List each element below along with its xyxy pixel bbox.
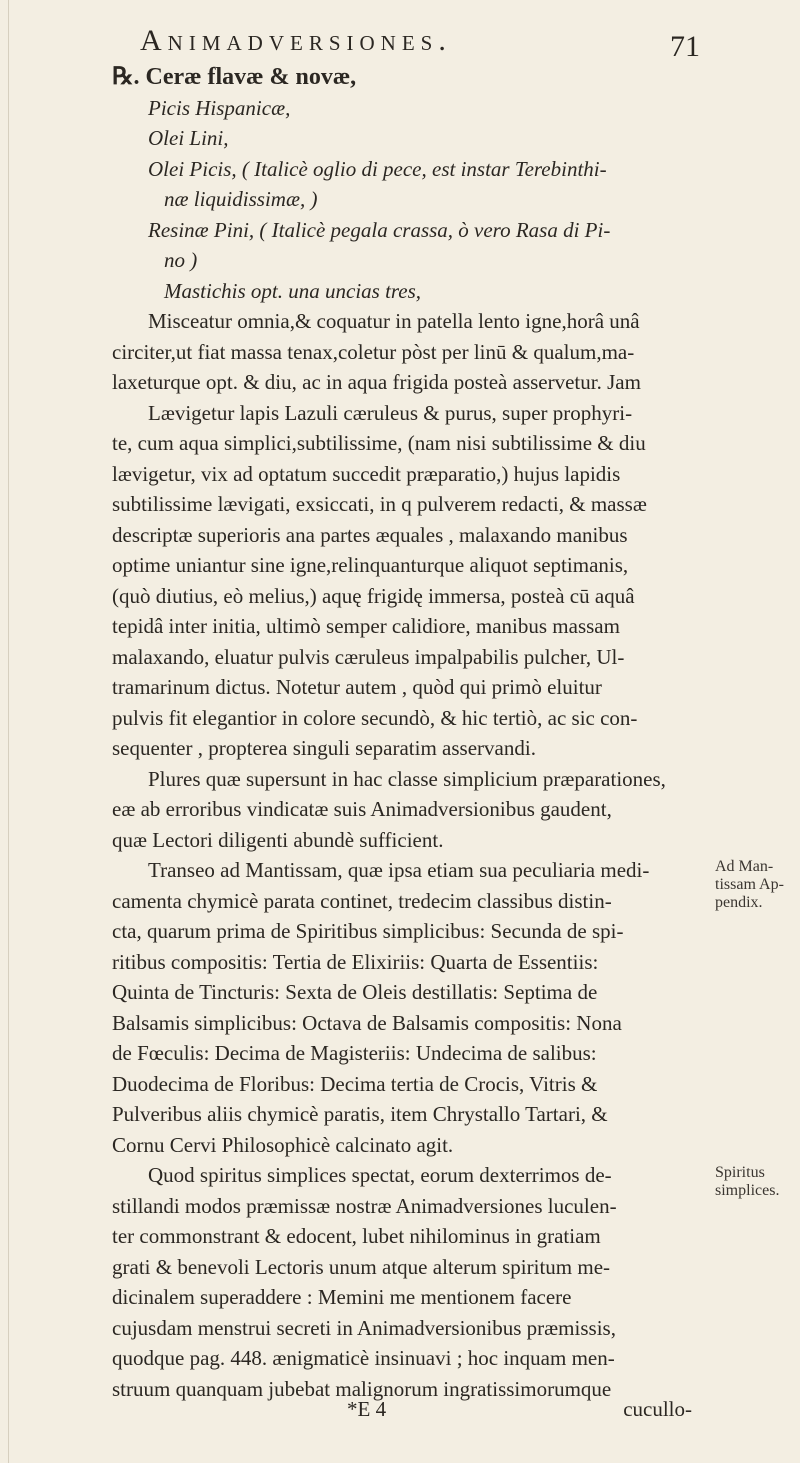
margin-note-line: simplices. [715, 1182, 780, 1199]
margin-note-spiritus [715, 1164, 800, 1200]
text-line: optime uniantur sine igne,relinquanturque aliquot septimanis, [112, 553, 629, 577]
text-line: Quod spiritus simplices spectat, eorum dexterrimos de- [148, 1163, 612, 1187]
text-line: Pulveribus aliis chymicè paratis, item Chrystallo Tartari, & [112, 1102, 608, 1126]
text-line: stillandi modos præmissæ nostræ Animadversiones luculen- [112, 1193, 617, 1218]
text-line: quodque pag. 448. ænigmaticè insinuavi ; hoc inquam men- [112, 1346, 615, 1370]
text-line: (quò diutius, eò melius,) aquę frigidę immersa, posteà cū aquâ [112, 583, 635, 608]
margin-note-line: tissam Ap- [715, 876, 784, 893]
text-line: Duodecima de Floribus: Decima tertia de Crocis, Vitris & [112, 1071, 598, 1096]
text-line: Picis Hispanicæ, [148, 95, 291, 120]
page-footer [112, 1397, 692, 1427]
page-edge-shadow [8, 0, 9, 1463]
text-line: descriptæ superioris ana partes æquales , malaxando manibus [112, 522, 628, 547]
catchword: cucullo- [623, 1397, 692, 1421]
margin-note-line: Spiritus [715, 1164, 765, 1181]
text-line: te, cum aqua simplici,subtilissime, (nam nisi subtilissime & diu [112, 431, 646, 455]
page-number: 71 [670, 30, 700, 63]
text-line: quæ Lectori diligenti abundè sufficient. [112, 827, 444, 852]
text-line: tepidâ inter initia, ultimò semper calidiore, manibus massam [112, 614, 620, 638]
text-line: de Fœculis: Decima de Magisteriis: Undecima de salibus: [112, 1041, 597, 1065]
text-line: Mastichis opt. una uncias tres, [164, 278, 422, 303]
text-line: lævigetur, vix ad optatum succedit præparatio,) hujus lapidis [112, 461, 621, 486]
text-line: næ liquidissimæ, ) [164, 187, 318, 211]
text-line: Cornu Cervi Philosophicè calcinato agit. [112, 1132, 454, 1157]
margin-note-line: pendix. [715, 894, 763, 911]
body-text [112, 62, 692, 1404]
text-line: struum quanquam jubebat malignorum ingratissimorumque [112, 1376, 612, 1401]
text-line: ℞. Ceræ flavæ & novæ, [112, 64, 357, 90]
text-line: Misceatur omnia,& coquatur in patella lento igne,horâ unâ [148, 309, 640, 333]
text-line: circiter,ut fiat massa tenax,coletur pòst per linū & qualum,ma- [112, 339, 635, 364]
text-line: Balsamis simplicibus: Octava de Balsamis compositis: Nona [112, 1010, 622, 1035]
text-line: eæ ab erroribus vindicatæ suis Animadversionibus gaudent, [112, 797, 612, 821]
text-line: tramarinum dictus. Notetur autem , quòd qui primò eluitur [112, 675, 602, 699]
text-line: Plures quæ supersunt in hac classe simplicium præparationes, [148, 766, 666, 791]
text-line: cujusdam menstrui secreti in Animadversionibus præmissis, [112, 1315, 616, 1340]
text-line: malaxando, eluatur pulvis cæruleus impalpabilis pulcher, Ul- [112, 644, 625, 669]
text-line: Olei Picis, ( Italicè oglio di pece, est instar Terebinthi- [148, 156, 607, 181]
text-line: Resinæ Pini, ( Italicè pegala crassa, ò vero Rasa di Pi- [148, 217, 611, 242]
margin-note-line: Ad Man- [715, 858, 774, 875]
text-line: Olei Lini, [148, 126, 229, 150]
text-line: pulvis fit elegantior in colore secundò, & hic tertiò, ac sic con- [112, 705, 638, 730]
text-line: laxeturque opt. & diu, ac in aqua frigida posteà asservetur. Jam [112, 370, 641, 394]
text-line: cta, quarum prima de Spiritibus simplicibus: Secunda de spi- [112, 919, 624, 943]
text-line: ritibus compositis: Tertia de Elixiriis: Quarta de Essentiis: [112, 949, 599, 974]
text-line: grati & benevoli Lectoris unum atque alterum spiritum me- [112, 1254, 611, 1279]
margin-note-mantissa [715, 858, 800, 912]
text-line: subtilissime lævigati, exsiccati, in q pulverem redacti, & massæ [112, 492, 647, 516]
text-line: no ) [164, 248, 198, 272]
text-line: ter commonstrant & edocent, lubet nihilominus in gratiam [112, 1224, 601, 1248]
text-line: Transeo ad Mantissam, quæ ipsa etiam sua peculiaria medi- [148, 858, 650, 882]
text-line: sequenter , propterea singuli separatim asservandi. [112, 736, 536, 760]
text-line: Quinta de Tincturis: Sexta de Oleis destillatis: Septima de [112, 980, 598, 1004]
text-line: camenta chymicè parata continet, tredecim classibus distin- [112, 888, 612, 913]
text-line: Lævigetur lapis Lazuli cæruleus & purus, super prophyri- [148, 400, 633, 425]
signature-mark: *E 4 [347, 1397, 387, 1421]
running-title: Animadversiones. [140, 24, 452, 57]
text-line: dicinalem superaddere : Memini me mentionem facere [112, 1285, 572, 1309]
